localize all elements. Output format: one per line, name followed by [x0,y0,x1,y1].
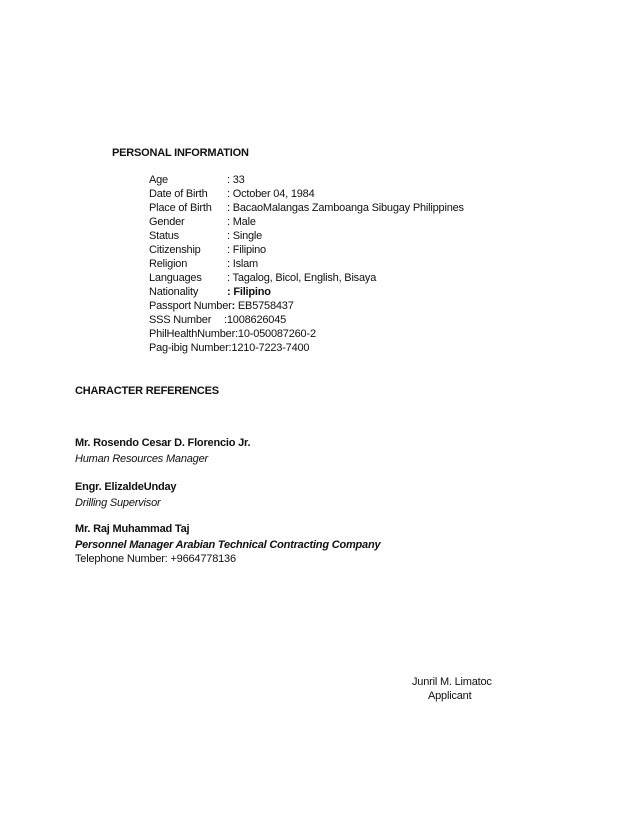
age-value: : 33 [227,174,245,186]
citizenship-value: : Filipino [227,244,266,256]
status-value: : Single [227,230,263,242]
personal-row-pagibig [149,341,309,355]
character-references-heading: CHARACTER REFERENCES [75,385,219,397]
personal-row-philhealth [149,327,316,341]
passport-value: EB5758437 [235,300,294,312]
date-of-birth-label: Date of Birth [149,188,208,200]
reference-3-name: Mr. Raj Muhammad Taj [75,523,190,535]
passport-label: Passport Number [149,300,232,312]
gender-value: : Male [227,216,256,228]
sss-label: SSS Number [149,314,212,326]
reference-2-title: Drilling Supervisor [75,497,161,509]
gender-label: Gender [149,216,185,228]
philhealth-value: :10-050087260-2 [235,328,316,340]
sss-value: :1008626045 [224,314,287,326]
reference-1-title: Human Resources Manager [75,453,208,465]
status-label: Status [149,230,179,242]
religion-label: Religion [149,258,188,270]
languages-label: Languages [149,272,202,284]
age-label: Age [149,174,168,186]
personal-information-heading: PERSONAL INFORMATION [112,147,249,159]
philhealth-label: PhilHealthNumber [149,328,236,340]
religion-value: : Islam [227,258,258,270]
reference-3-phone: Telephone Number: +9664778136 [75,553,236,565]
place-of-birth-value: : BacaoMalangas Zamboanga Sibugay Philippines [227,202,464,214]
nationality-value: : Filipino [227,286,271,298]
reference-3-title: Personnel Manager Arabian Technical Contracting Company [75,539,381,551]
citizenship-label: Citizenship [149,244,201,256]
nationality-label: Nationality [149,286,199,298]
reference-2-name: Engr. ElizaldeUnday [75,481,177,493]
reference-1-name: Mr. Rosendo Cesar D. Florencio Jr. [75,437,251,449]
pagibig-value: :1210-7223-7400 [228,342,310,354]
signature-role: Applicant [428,690,472,702]
place-of-birth-label: Place of Birth [149,202,212,214]
passport-separator: : [231,300,236,312]
personal-row-passport [149,299,294,313]
pagibig-label: Pag-ibig Number [149,342,229,354]
date-of-birth-value: : October 04, 1984 [227,188,315,200]
languages-value: : Tagalog, Bicol, English, Bisaya [227,272,377,284]
signature-name: Junril M. Limatoc [412,676,492,688]
